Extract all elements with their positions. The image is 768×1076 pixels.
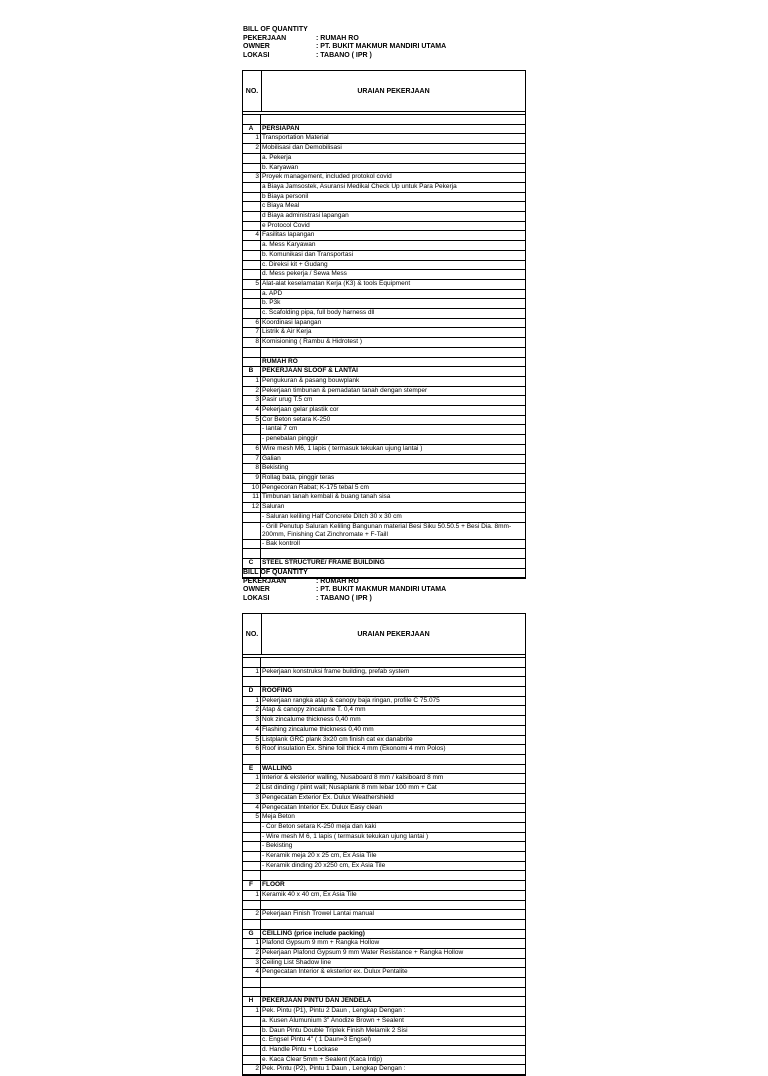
row-description: Pengukuran & pasang bouwplank [262,376,360,384]
meta-key: OWNER [243,586,270,594]
row-number: 8 [243,464,261,473]
row-description [261,920,525,929]
row-description: Pekerjaan timbunan & pemadatan tanah dengan stemper [262,386,428,394]
table-row [243,406,525,416]
row-description: a Biaya Jamsostek, Asuransi Medikal Check Up untuk Para Pekerja [262,182,457,190]
row-description [261,978,525,987]
row-description: a. Mess Karyawan [262,241,316,249]
row-description: b. Daun Pintu Double Triplek Finish Melamik 2 Sisi [262,1026,408,1034]
row-description: d. Mess pekerja / Sewa Mess [262,270,347,278]
table-row [243,697,525,707]
header-no: NO. [243,614,262,654]
table-row [243,1065,525,1075]
row-description: Interior & eksterior walling, Nusaboard 8 mm / kalsiboard 8 mm [262,774,444,782]
meta-row-lokasi [243,595,446,604]
row-description: - Keramik meja 20 x 25 cm, Ex Asia Tile [262,852,377,860]
row-description: b. P3k [262,299,281,307]
row-description: PEKERJAAN PINTU DAN JENDELA [262,997,372,1005]
row-number: 2 [243,144,261,153]
row-description: FLOOR [262,881,285,889]
table-row [243,445,525,455]
row-description: Transportation Material [262,134,329,142]
table-row [243,862,525,872]
table-row [243,949,525,959]
row-description: Komisioning ( Rambu & Hidrotest ) [262,338,363,346]
row-description: RUMAH RO [262,357,298,365]
row-number [243,1046,261,1055]
row-number [243,513,261,522]
row-number: 12 [243,503,261,512]
row-description: Pasir urug T.5 cm [262,396,313,404]
row-number: 11 [243,493,261,502]
table-header [243,71,525,112]
row-number: 5 [243,416,261,425]
row-description: - penebalan pinggir [262,435,318,443]
row-number: H [243,997,261,1006]
row-number: 1 [243,1007,261,1016]
row-number: 10 [243,484,261,493]
table-row [243,338,525,348]
row-number: 2 [243,1065,261,1074]
row-description: CEILLING (price include packing) [262,929,365,937]
row-description [261,755,525,764]
row-number: 5 [243,813,261,822]
row-number [243,978,261,987]
row-description: Cor Beton setara K-250 [262,415,331,423]
section-row [243,765,525,775]
row-number [243,755,261,764]
row-number: 4 [243,968,261,977]
section-row [243,881,525,891]
row-description: Keramik 40 x 40 cm, Ex Asia Tile [262,890,357,898]
row-number [243,251,261,260]
row-number [243,988,261,997]
boq-table [242,70,526,579]
document-title: BILL OF QUANTITY [243,26,308,33]
row-number [243,299,261,308]
row-number [243,677,261,686]
row-number: B [243,367,261,376]
row-description: - Bak kontroll [262,539,300,547]
meta-value: : RUMAH RO [316,577,359,585]
row-description: WALLING [262,764,292,772]
table-row [243,290,525,300]
row-number [243,425,261,434]
table-row [243,706,525,716]
row-description: List dinding / piint wall; Nusaplank 8 mm lebar 100 mm + Cat [262,784,437,792]
table-row [243,901,525,911]
row-description: Pengecoran Rabat; K-175 tebal 5 cm [262,483,369,491]
row-description: Plafond Gypsum 9 mm + Rangka Hollow [262,939,380,947]
meta-value: : TABANO ( IPR ) [316,594,372,602]
meta-row-pekerjaan [243,35,446,44]
row-number [243,222,261,231]
row-description: Galian [262,454,281,462]
row-number: 4 [243,231,261,240]
table-row [243,154,525,164]
table-row [243,716,525,726]
row-number [243,540,261,549]
row-number [243,901,261,910]
table-row [243,1046,525,1056]
row-description: - Saluran keliling Half Concrete Ditch 30 x 30 cm [262,512,402,520]
row-number [243,348,261,357]
row-number [243,212,261,221]
table-row [243,988,525,998]
meta-value: : RUMAH RO [316,34,359,42]
table-row [243,387,525,397]
row-description: Pekerjaan gelar plastik cor [262,406,339,414]
meta-key: OWNER [243,43,270,51]
row-description: c. Scafolding pipa, full body harness dll [262,309,375,317]
row-description: Pekerjaan Plafond Gypsum 9 mm Water Resistance + Rangka Hollow [262,949,464,956]
table-row [243,222,525,232]
row-description: - Cor Beton setara K-250 meja dan kaki [262,822,377,830]
row-number [243,852,261,861]
row-description: - Wire mesh M 6, 1 lapis ( termasuk tekukan ujung lantai ) [262,832,429,840]
row-description: Koordinasi lapangan [262,318,322,326]
row-description: - lantai 7 cm [262,425,298,433]
row-number: C [243,559,261,568]
table-row [243,396,525,406]
row-number [243,1056,261,1065]
row-number [243,862,261,871]
section-row [243,367,525,377]
table-row [243,299,525,309]
row-number: 2 [243,910,261,919]
boq-table [242,613,526,1076]
table-row [243,658,525,668]
table-row [243,474,525,484]
row-number: F [243,881,261,890]
row-number [243,241,261,250]
table-row [243,251,525,261]
table-row [243,202,525,212]
row-number [243,833,261,842]
section-row [243,687,525,697]
row-number: 3 [243,959,261,968]
row-description: Roof insulation Ex. Shine foil thick 4 mm (Ekonomi 4 mm Polos) [262,745,446,753]
row-description: c. Engsel Pintu 4" ( 1 Daun=3 Engsel) [262,1036,372,1044]
row-description: b. Karyawan [262,163,299,171]
table-row [243,464,525,474]
header-desc: URAIAN PEKERJAAN [357,630,430,638]
table-row [243,1036,525,1046]
meta-value: : TABANO ( IPR ) [316,51,372,59]
table-row [243,871,525,881]
row-description: - Bekisting [262,842,293,850]
row-description: Pek. Pintu (P1), Pintu 2 Daun , Lengkap Dengan : [262,1007,406,1015]
row-number [243,823,261,832]
row-description: Nok zincalume thickness 0,40 mm [262,716,361,724]
row-number [243,842,261,851]
row-number: 7 [243,328,261,337]
table-row [243,784,525,794]
row-number: 8 [243,338,261,347]
row-number: 9 [243,474,261,483]
table-row [243,842,525,852]
table-row [243,435,525,445]
row-description: STEEL STRUCTURE/ FRAME BUILDING [262,558,385,566]
table-row [243,549,525,559]
row-number: A [243,125,261,134]
row-number [243,920,261,929]
row-number: 3 [243,173,261,182]
row-description: Pek. Pintu (P2), Pintu 1 Daun , Lengkap Dengan : [262,1065,406,1073]
row-description [261,901,525,910]
table-row [243,736,525,746]
row-description [261,658,525,667]
row-description: Pengecatan Exterior Ex. Dulux Weathershield [262,793,394,801]
row-description [261,871,525,880]
row-description: PERSIAPAN [262,124,300,132]
table-row [243,513,525,523]
row-description [261,348,525,357]
row-number [243,261,261,270]
table-row [243,968,525,978]
table-row [243,745,525,755]
row-number: 1 [243,668,261,677]
row-description: b. Komunikasi dan Transportasi [262,250,354,258]
row-number: 2 [243,949,261,958]
row-number [243,358,261,367]
table-row [243,910,525,920]
row-number: E [243,765,261,774]
table-row [243,115,525,125]
row-number [243,549,261,558]
row-description: e Protocol Covid [262,221,310,229]
row-number: 3 [243,396,261,405]
row-description [261,677,525,686]
row-description: c Biaya Meal [262,202,300,210]
row-number [243,164,261,173]
row-number: 3 [243,716,261,725]
row-description: Pekerjaan Finish Trowel Lantai manual [262,910,375,918]
table-row [243,425,525,435]
row-number: 6 [243,319,261,328]
table-body [243,658,525,1075]
table-row [243,455,525,465]
meta-key: LOKASI [243,51,270,59]
row-number: 2 [243,387,261,396]
table-row [243,978,525,988]
table-row [243,144,525,154]
table-row [243,358,525,368]
row-description: - Grill Penutup Saluran Keliling Bangunan material Besi Siku 50.50.5 + Besi Dia. 8mm-200mm, Finishing Cat Zinchromate + F-Taill [262,522,512,538]
meta-key: PEKERJAAN [243,34,287,42]
row-description: Pekerjaan konstruksi frame building, prefab system [262,667,410,675]
table-row [243,183,525,193]
row-number [243,290,261,299]
row-number: 7 [243,455,261,464]
row-number: 3 [243,794,261,803]
row-description: ROOFING [262,687,293,695]
meta-value: : PT. BUKIT MAKMUR MANDIRI UTAMA [316,586,447,594]
row-description: Listrik & Air Kerja [262,328,312,336]
row-description: a. APD [262,289,283,297]
table-row [243,1007,525,1017]
table-row [243,823,525,833]
row-description: Rollag bata, pinggir teras [262,473,335,481]
row-description [261,115,525,124]
row-description: Flashing zincalume thickness 0,40 mm [262,725,374,733]
table-row [243,280,525,290]
table-row [243,193,525,203]
document-meta [243,26,446,60]
row-description: Timbunan tanah kembali & buang tanah sisa [262,493,391,501]
row-number: G [243,930,261,939]
row-number [243,193,261,202]
row-number: 1 [243,697,261,706]
table-row [243,270,525,280]
row-number [243,1036,261,1045]
table-row [243,503,525,513]
meta-key: PEKERJAAN [243,577,287,585]
table-row [243,241,525,251]
row-description: Meja Beton [262,813,295,821]
row-number [243,658,261,667]
section-row [243,559,525,569]
row-number: 1 [243,774,261,783]
table-row [243,231,525,241]
row-description: b Biaya personil [262,192,309,200]
row-number [243,154,261,163]
row-description: a. Kusen Alumunium 3" Anodize Brown + Sealent [262,1016,404,1024]
row-number [243,270,261,279]
table-row [243,774,525,784]
row-number: 6 [243,745,261,754]
row-description: Listplank GRC plank 3x20 cm finish cat ex danabrite [262,735,413,743]
table-row [243,939,525,949]
table-row [243,134,525,144]
row-description: Bekisting [262,464,289,472]
row-number: 5 [243,736,261,745]
row-description: Pengecatan Interior & eksterior ex. Dulux Pentalite [262,968,408,976]
table-row [243,523,525,540]
meta-row-lokasi [243,52,446,61]
table-row [243,348,525,358]
row-description: PEKERJAAN SLOOF & LANTAI [262,367,358,375]
row-description: d. Handle Pintu + Lockase [262,1046,339,1053]
table-row [243,959,525,969]
table-row [243,677,525,687]
row-description: Alat-alat keselamatan Kerja (K3) & tools Equipment [262,279,411,287]
row-number: 1 [243,377,261,386]
table-row [243,755,525,765]
section-row [243,997,525,1007]
table-row [243,1017,525,1027]
row-description: Proyek management, included protokol covid [262,173,392,181]
table-row [243,540,525,550]
row-description: Mobilisasi dan Demobilisasi [262,144,342,152]
table-row [243,1056,525,1066]
row-number: 1 [243,134,261,143]
table-row [243,1027,525,1037]
section-row [243,125,525,135]
table-row [243,852,525,862]
table-row [243,416,525,426]
row-description: Fasilitas lapangan [262,231,315,239]
row-number: 1 [243,891,261,900]
table-row [243,493,525,503]
row-number: 2 [243,706,261,715]
row-description: Ceiling List Shadow line [262,958,332,966]
table-row [243,794,525,804]
table-header [243,614,525,655]
table-row [243,484,525,494]
row-description [261,988,525,997]
row-number: 4 [243,726,261,735]
header-desc: URAIAN PEKERJAAN [357,87,430,95]
row-description: Atap & canopy zincalume T. 0,4 mm [262,706,366,714]
table-row [243,328,525,338]
header-no: NO. [243,71,262,111]
table-row [243,261,525,271]
row-number [243,115,261,124]
row-number [243,202,261,211]
meta-value: : PT. BUKIT MAKMUR MANDIRI UTAMA [316,43,447,51]
row-number: 4 [243,804,261,813]
row-number: 1 [243,939,261,948]
table-row [243,726,525,736]
row-number [243,435,261,444]
row-description: - Keramik dinding 20 x250 cm, Ex Asia Tile [262,861,386,869]
row-description [261,549,525,558]
meta-row-owner [243,586,446,595]
row-number: 4 [243,406,261,415]
table-body [243,115,525,578]
row-number [243,1027,261,1036]
row-number [243,871,261,880]
table-row [243,804,525,814]
row-number: 2 [243,784,261,793]
row-description: a. Pekerja [262,153,292,161]
table-row [243,164,525,174]
row-number: 6 [243,445,261,454]
meta-key: LOKASI [243,594,270,602]
row-description: c. Direksi kit + Gudang [262,260,328,268]
table-row [243,920,525,930]
table-row [243,377,525,387]
row-number [243,309,261,318]
row-number: 5 [243,280,261,289]
row-description: Wire mesh M6, 1 lapis ( termasuk tekukan ujung lantai ) [262,444,423,452]
row-number [243,1017,261,1026]
row-description: Saluran [262,503,285,511]
section-row [243,930,525,940]
row-description: Pengecatan Interior Ex. Dulux Easy clean [262,803,382,811]
table-row [243,319,525,329]
table-row [243,833,525,843]
table-row [243,212,525,222]
table-row [243,173,525,183]
row-number [243,183,261,192]
table-row [243,813,525,823]
table-row [243,891,525,901]
row-description: d Biaya administrasi lapangan [262,212,349,220]
row-number: D [243,687,261,696]
document-title: BILL OF QUANTITY [243,569,308,576]
row-number [243,523,261,539]
table-row [243,668,525,678]
document-meta [243,569,446,603]
row-description: Pekerjaan rangka atap & canopy baja ringan, profile C 75.075 [262,696,440,704]
meta-row-owner [243,43,446,52]
row-description: e. Kaca Clear 5mm + Sealent (Kaca Intip) [262,1055,383,1063]
table-row [243,309,525,319]
meta-row-pekerjaan [243,578,446,587]
